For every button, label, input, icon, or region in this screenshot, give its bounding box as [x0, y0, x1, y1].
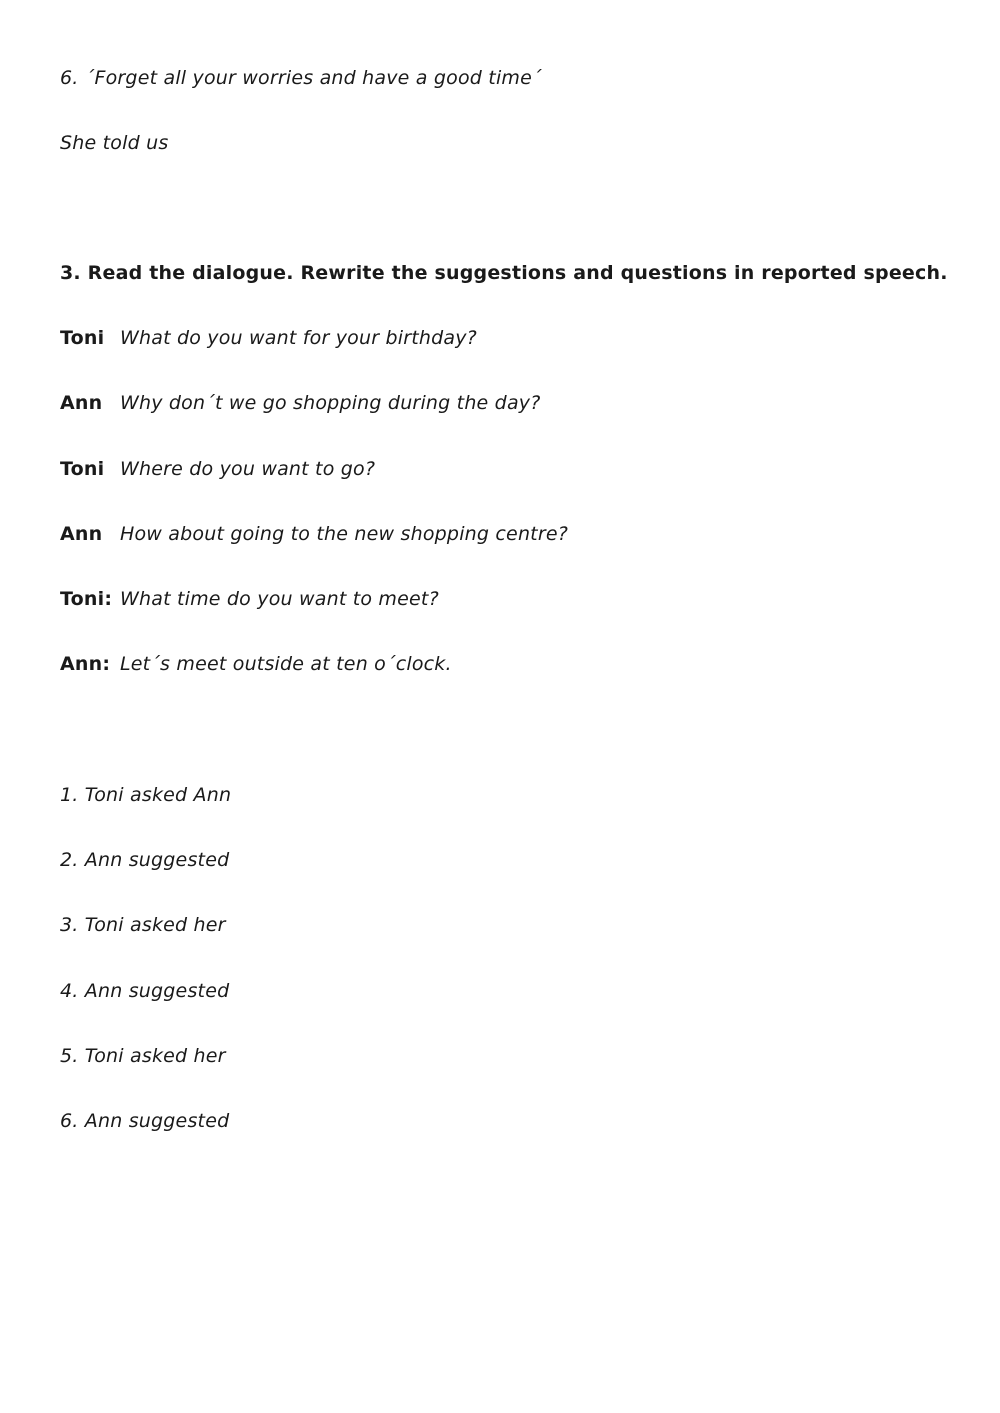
answer-line: 6. Ann suggested: [60, 1110, 230, 1132]
dialogue-line: [60, 326, 477, 350]
dialogue-line: [60, 457, 375, 481]
speaker-name: Toni: [60, 327, 105, 349]
utterance: Let´s meet outside at ten o´clock.: [120, 653, 452, 675]
exercise-instruction: 3. Read the dialogue. Rewrite the suggestions and questions in reported speech.: [60, 262, 948, 284]
prev-item-answer-start: She told us: [60, 132, 169, 154]
utterance: Where do you want to go?: [120, 458, 376, 480]
utterance: How about going to the new shopping centre?: [120, 523, 569, 545]
dialogue-line: [60, 391, 541, 415]
speaker-name: Toni:: [60, 588, 113, 610]
answer-line: 1. Toni asked Ann: [60, 784, 232, 806]
utterance: What do you want for your birthday?: [120, 327, 477, 349]
answer-line: 4. Ann suggested: [60, 980, 230, 1002]
speaker-name: Ann:: [60, 653, 111, 675]
dialogue-line: [60, 652, 452, 676]
speaker-name: Toni: [60, 458, 105, 480]
utterance: Why don´t we go shopping during the day?: [120, 392, 541, 414]
utterance: What time do you want to meet?: [120, 588, 439, 610]
answer-line: 2. Ann suggested: [60, 849, 230, 871]
prev-item-prompt: 6. ´Forget all your worries and have a good time´: [60, 67, 542, 89]
dialogue-line: [60, 587, 439, 611]
speaker-name: Ann: [60, 523, 103, 545]
dialogue-line: [60, 522, 568, 546]
answer-line: 5. Toni asked her: [60, 1045, 226, 1067]
answer-line: 3. Toni asked her: [60, 914, 226, 936]
speaker-name: Ann: [60, 392, 103, 414]
